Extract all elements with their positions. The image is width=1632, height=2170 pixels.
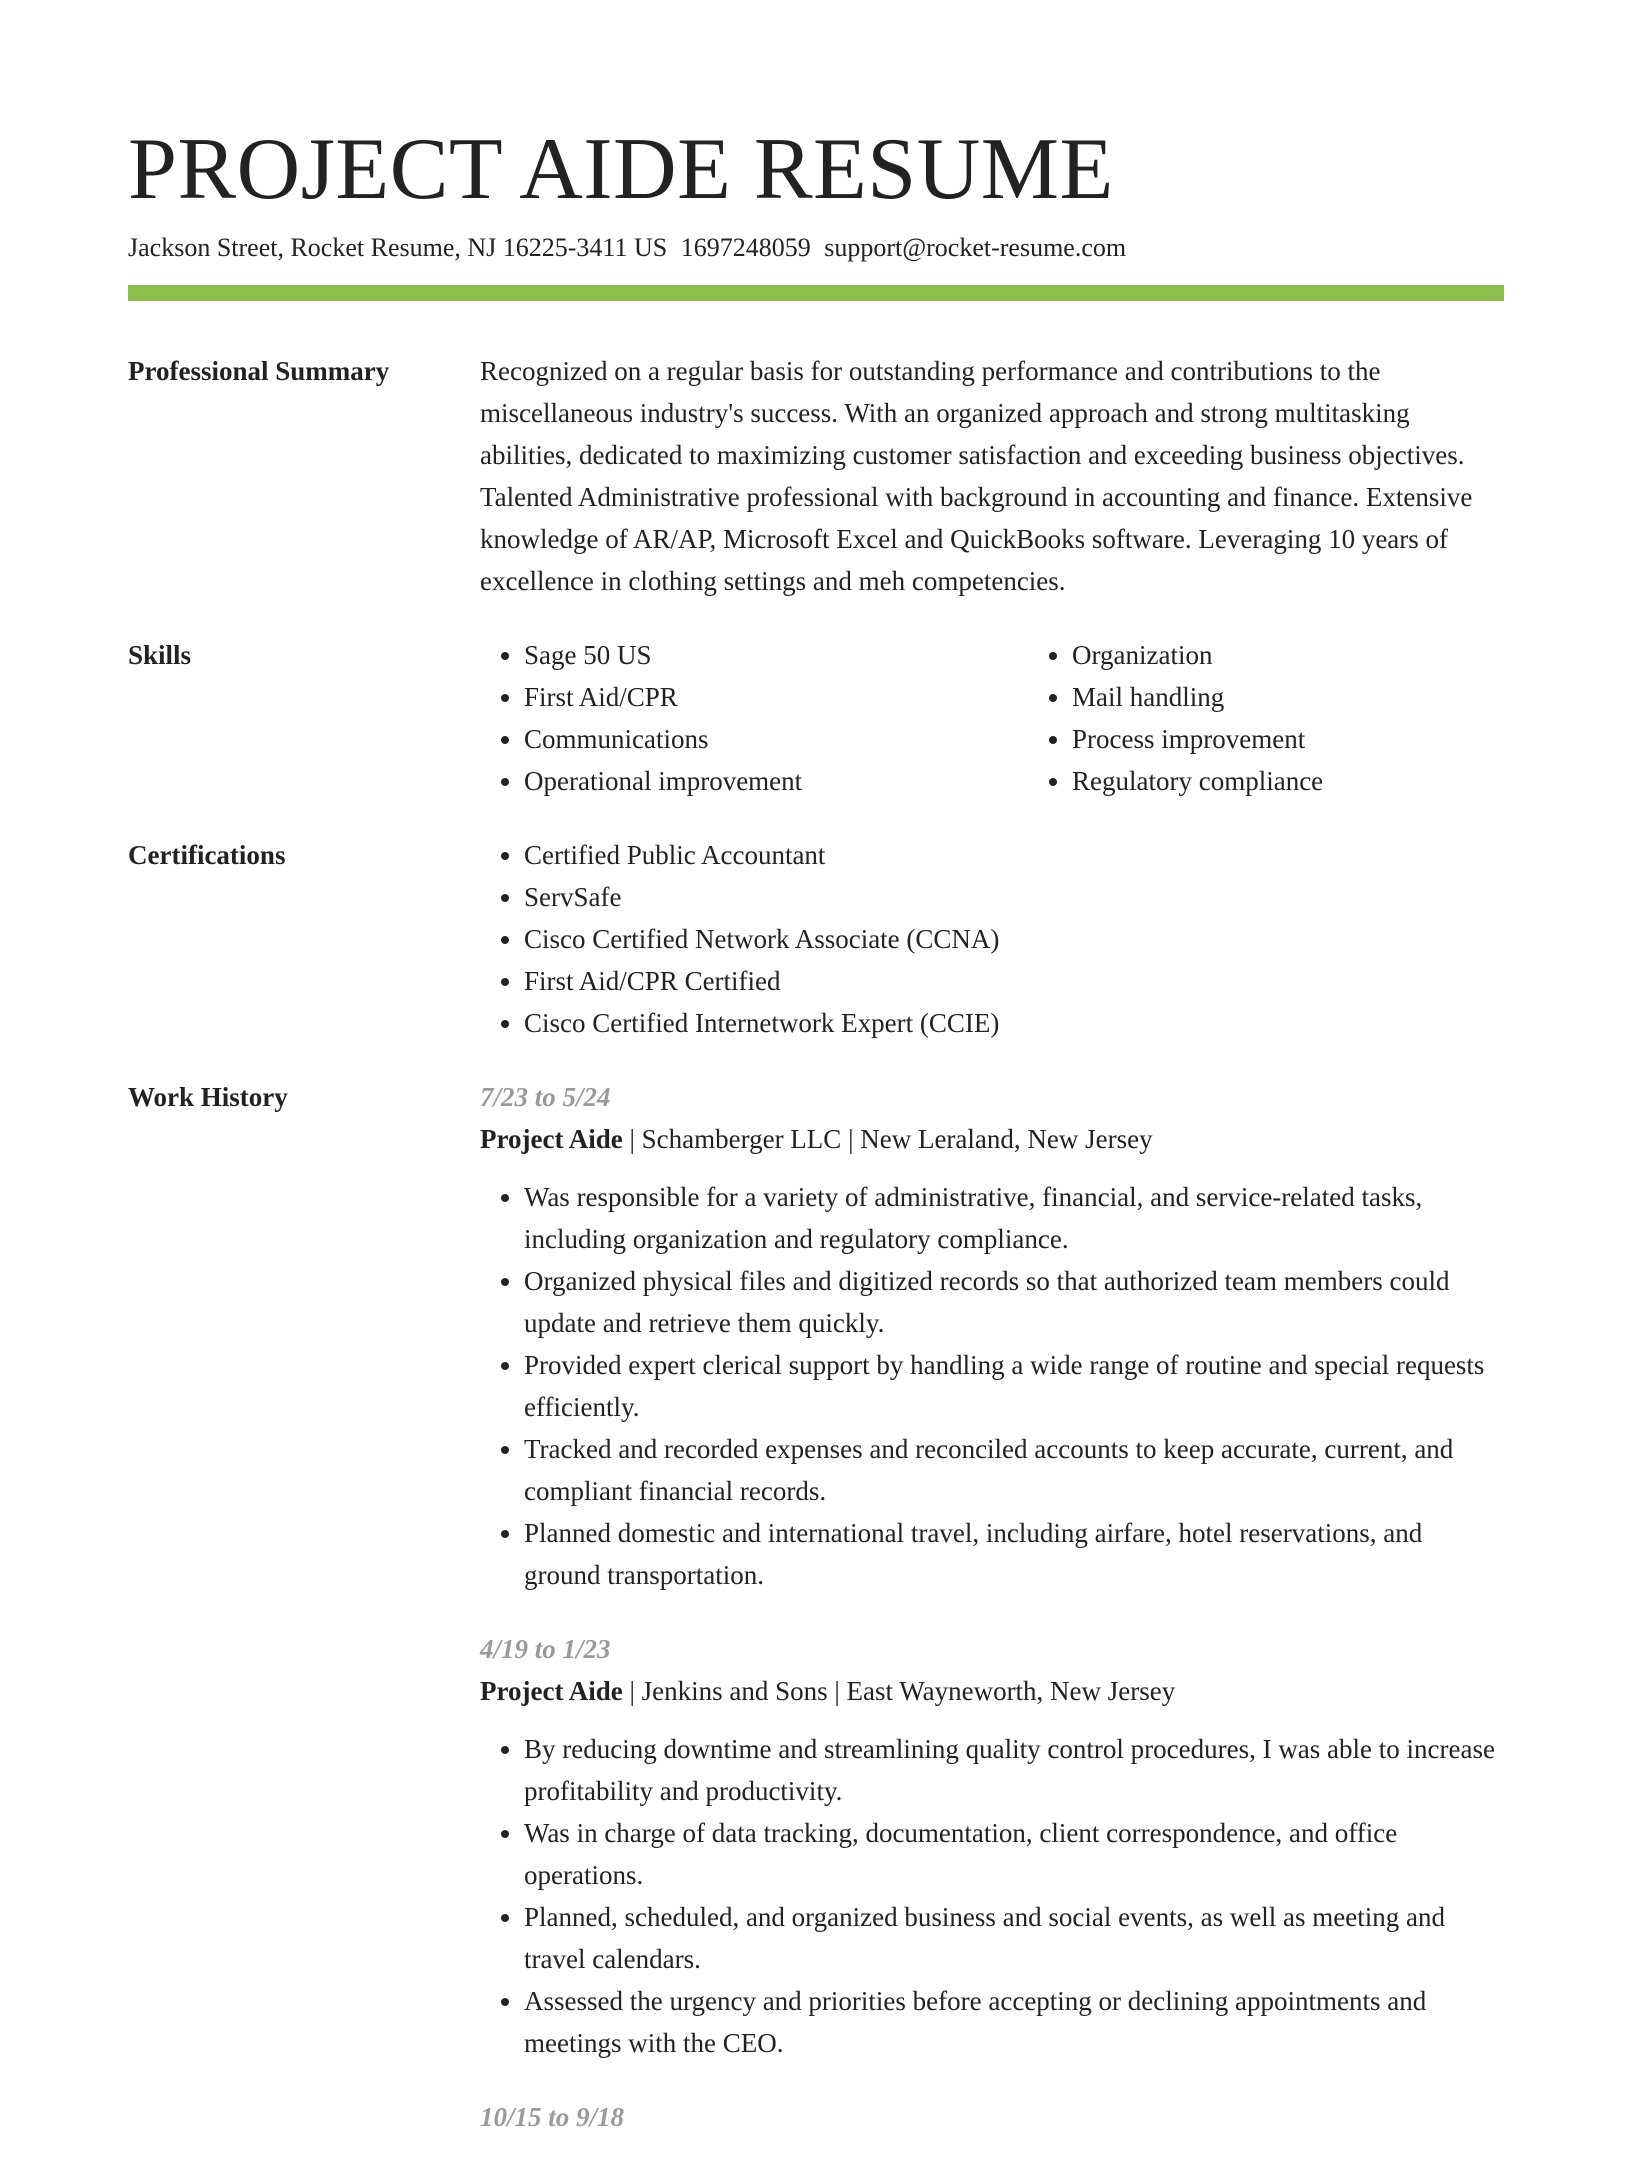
work-history-section — [128, 1076, 1504, 2170]
certifications-list — [480, 834, 1504, 1044]
contact-phone: 1697248059 — [680, 233, 811, 262]
job-heading-line — [480, 1670, 1504, 1712]
skills-section — [128, 634, 1504, 802]
job-duty: • Provided expert clerical support by handling a wide range of routine and special requests efficiently. — [524, 1344, 1504, 1428]
job-title: Project Aide — [480, 1124, 623, 1154]
job-heading-line — [480, 1118, 1504, 1160]
certification-item: • Cisco Certified Internetwork Expert (CCIE) — [524, 1002, 1504, 1044]
certification-item: • Certified Public Accountant — [524, 834, 1504, 876]
job-duty: • Organized physical files and digitized records so that authorized team members could update and retrieve them quickly. — [524, 1260, 1504, 1344]
job-duties-list — [480, 1728, 1504, 2064]
certification-item: • First Aid/CPR Certified — [524, 960, 1504, 1002]
skill-item: • Mail handling — [1072, 676, 1323, 718]
job-entry — [480, 1076, 1504, 1596]
job-title: Project Aide — [480, 1676, 623, 1706]
skill-item: • Process improvement — [1072, 718, 1323, 760]
job-duty: • Planned domestic and international travel, including airfare, hotel reservations, and ground transportation. — [524, 1512, 1504, 1596]
job-location: East Wayneworth, New Jersey — [846, 1676, 1176, 1706]
summary-section — [128, 350, 1504, 602]
job-location: New Leraland, New Jersey — [860, 1124, 1153, 1154]
skill-item: • First Aid/CPR — [524, 676, 1028, 718]
skills-list-right — [1028, 634, 1323, 802]
certifications-section — [128, 834, 1504, 1044]
job-company: Schamberger LLC — [641, 1124, 842, 1154]
job-dates: 7/23 to 5/24 — [480, 1082, 611, 1112]
job-duty: • Was in charge of data tracking, documentation, client correspondence, and office operations. — [524, 1812, 1504, 1896]
job-company: Jenkins and Sons — [641, 1676, 828, 1706]
summary-heading: Professional Summary — [128, 356, 390, 386]
skills-heading: Skills — [128, 640, 192, 670]
skills-list-left — [480, 634, 1028, 802]
certifications-heading: Certifications — [128, 840, 286, 870]
job-duty: • By reducing downtime and streamlining quality control procedures, I was able to increase profitability and productivity. — [524, 1728, 1504, 1812]
job-duty: • Planned, scheduled, and organized business and social events, as well as meeting and travel calendars. — [524, 1896, 1504, 1980]
job-duties-list — [480, 1176, 1504, 1596]
resume-content — [128, 350, 1504, 2170]
contact-email[interactable]: support@rocket-resume.com — [824, 233, 1127, 262]
job-duty: • Tracked and recorded expenses and reconciled accounts to keep accurate, current, and compliant financial records. — [524, 1428, 1504, 1512]
job-duty: • Was responsible for a variety of administrative, financial, and service-related tasks, including organization and regulatory compliance. — [524, 1176, 1504, 1260]
skill-item: • Organization — [1072, 634, 1323, 676]
work-history-heading: Work History — [128, 1082, 288, 1112]
certification-item: • ServSafe — [524, 876, 1504, 918]
skill-item: • Regulatory compliance — [1072, 760, 1323, 802]
certification-item: • Cisco Certified Network Associate (CCNA) — [524, 918, 1504, 960]
resume-title: PROJECT AIDE RESUME — [128, 121, 1114, 218]
job-entry — [480, 1628, 1504, 2064]
job-dates: 10/15 to 9/18 — [480, 2102, 625, 2132]
job-separator: | — [834, 1676, 840, 1706]
job-separator: | — [629, 1124, 635, 1154]
contact-address: Jackson Street, Rocket Resume, NJ 16225-3411 US — [128, 233, 668, 262]
skill-item: • Sage 50 US — [524, 634, 1028, 676]
skill-item: • Communications — [524, 718, 1028, 760]
skill-item: • Operational improvement — [524, 760, 1028, 802]
job-entry — [480, 2096, 1504, 2138]
job-dates: 4/19 to 1/23 — [480, 1634, 611, 1664]
job-separator: | — [629, 1676, 635, 1706]
summary-text: Recognized on a regular basis for outstanding performance and contributions to the miscellaneous industry's success. With an organized approach and strong multitasking abilities, dedicated to maximizing customer satisfaction and exceeding business objectives. Talented Administrative professional with background in accounting and finance. Extensive knowledge of AR/AP, Microsoft Excel and QuickBooks software. Leveraging 10 years of excellence in clothing settings and meh competencies. — [480, 356, 1473, 596]
job-separator: | — [848, 1124, 854, 1154]
job-duty: • Assessed the urgency and priorities before accepting or declining appointments and meetings with the CEO. — [524, 1980, 1504, 2064]
header-accent-rule — [128, 285, 1504, 301]
contact-line — [128, 230, 1126, 266]
